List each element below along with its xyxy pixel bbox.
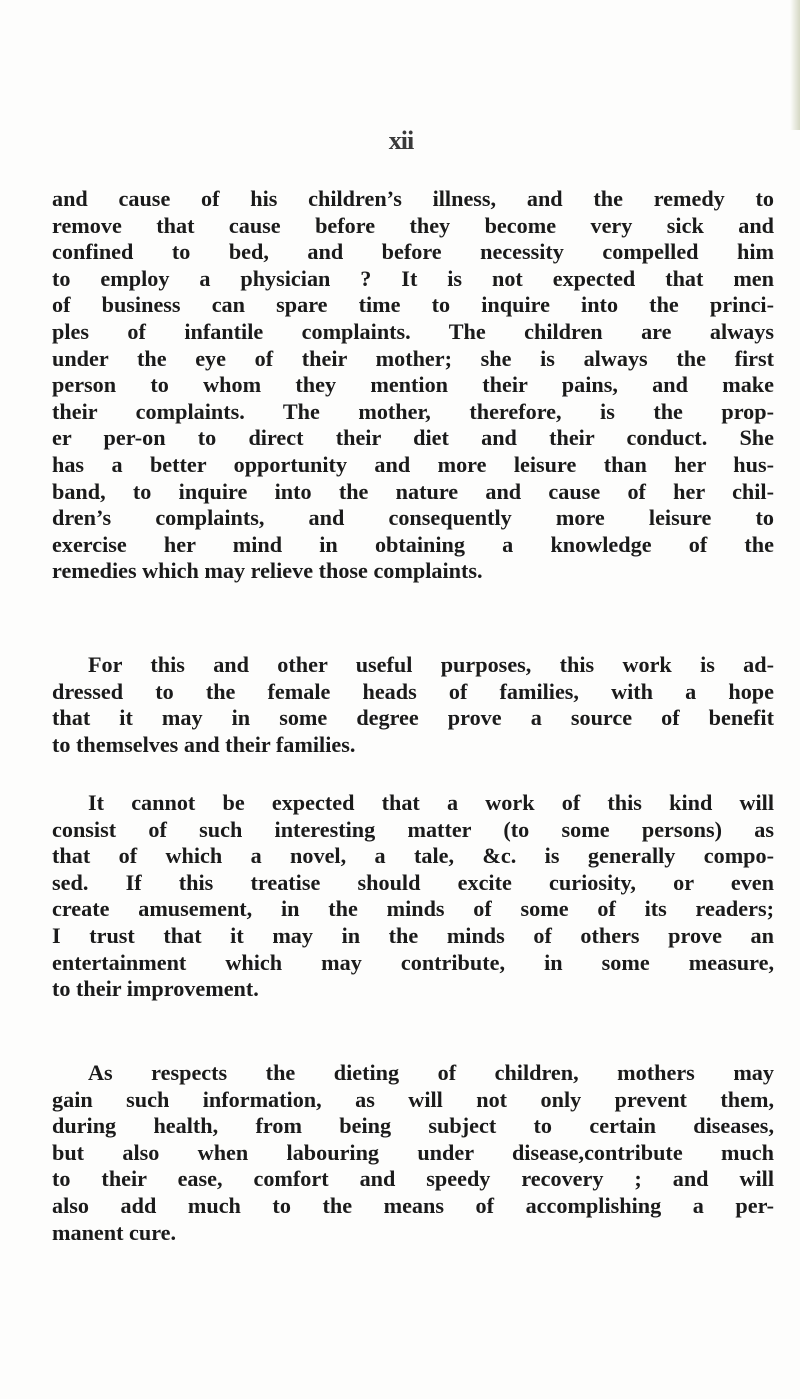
text-line: ples of infantile complaints. The children are always <box>52 318 774 344</box>
text-line: exercise her mind in obtaining a knowledge of the <box>52 531 774 557</box>
text-line: dressed to the female heads of families, with a hope <box>52 678 774 704</box>
text-line: has a better opportunity and more leisure than her hus- <box>52 451 774 477</box>
text-line: under the eye of their mother; she is always the first <box>52 345 774 371</box>
text-line: but also when labouring under disease,contribute much <box>52 1139 774 1165</box>
text-line: I trust that it may in the minds of others prove an <box>52 922 774 948</box>
text-line: As respects the dieting of children, mothers may <box>88 1060 774 1085</box>
text-line: entertainment which may contribute, in some measure, <box>52 949 774 975</box>
text-line: and cause of his children’s illness, and the remedy to <box>52 186 774 211</box>
paragraph-3 <box>52 790 774 1003</box>
text-line: that of which a novel, a tale, &c. is generally compo- <box>52 843 774 869</box>
text-line: to employ a physician ? It is not expected that men <box>52 265 774 291</box>
text-line: dren’s complaints, and consequently more leisure to <box>52 505 774 531</box>
text-line: to their ease, comfort and speedy recovery ; and will <box>52 1166 774 1192</box>
text-line: person to whom they mention their pains, and make <box>52 372 774 398</box>
text-line: their complaints. The mother, therefore, is the prop- <box>52 398 774 424</box>
text-line: It cannot be expected that a work of this kind will <box>88 790 774 815</box>
text-line: remedies which may relieve those complaints. <box>52 558 483 584</box>
text-line: For this and other useful purposes, this work is ad- <box>88 652 774 677</box>
text-line: er per-on to direct their diet and their conduct. She <box>52 425 774 451</box>
page-number: xii <box>388 126 414 155</box>
paragraph-2 <box>52 652 774 758</box>
text-line: consist of such interesting matter (to some persons) as <box>52 816 774 842</box>
text-line: create amusement, in the minds of some of its readers; <box>52 896 774 922</box>
page-edge-shadow <box>790 0 800 130</box>
text-line: remove that cause before they become very sick and <box>52 212 774 238</box>
text-line: during health, from being subject to certain diseases, <box>52 1113 774 1139</box>
text-line: that it may in some degree prove a source of benefit <box>52 705 774 731</box>
text-line: to themselves and their families. <box>52 731 356 757</box>
paragraph-4 <box>52 1060 774 1246</box>
text-line: band, to inquire into the nature and cause of her chil- <box>52 478 774 504</box>
text-line: sed. If this treatise should excite curiosity, or even <box>52 869 774 895</box>
text-line: of business can spare time to inquire into the princi- <box>52 292 774 318</box>
paragraph-1 <box>52 186 774 585</box>
text-line: also add much to the means of accomplishing a per- <box>52 1192 774 1218</box>
text-line: to their improvement. <box>52 976 259 1002</box>
text-line: confined to bed, and before necessity compelled him <box>52 239 774 265</box>
text-line: manent cure. <box>52 1219 177 1245</box>
text-line: gain such information, as will not only prevent them, <box>52 1086 774 1112</box>
